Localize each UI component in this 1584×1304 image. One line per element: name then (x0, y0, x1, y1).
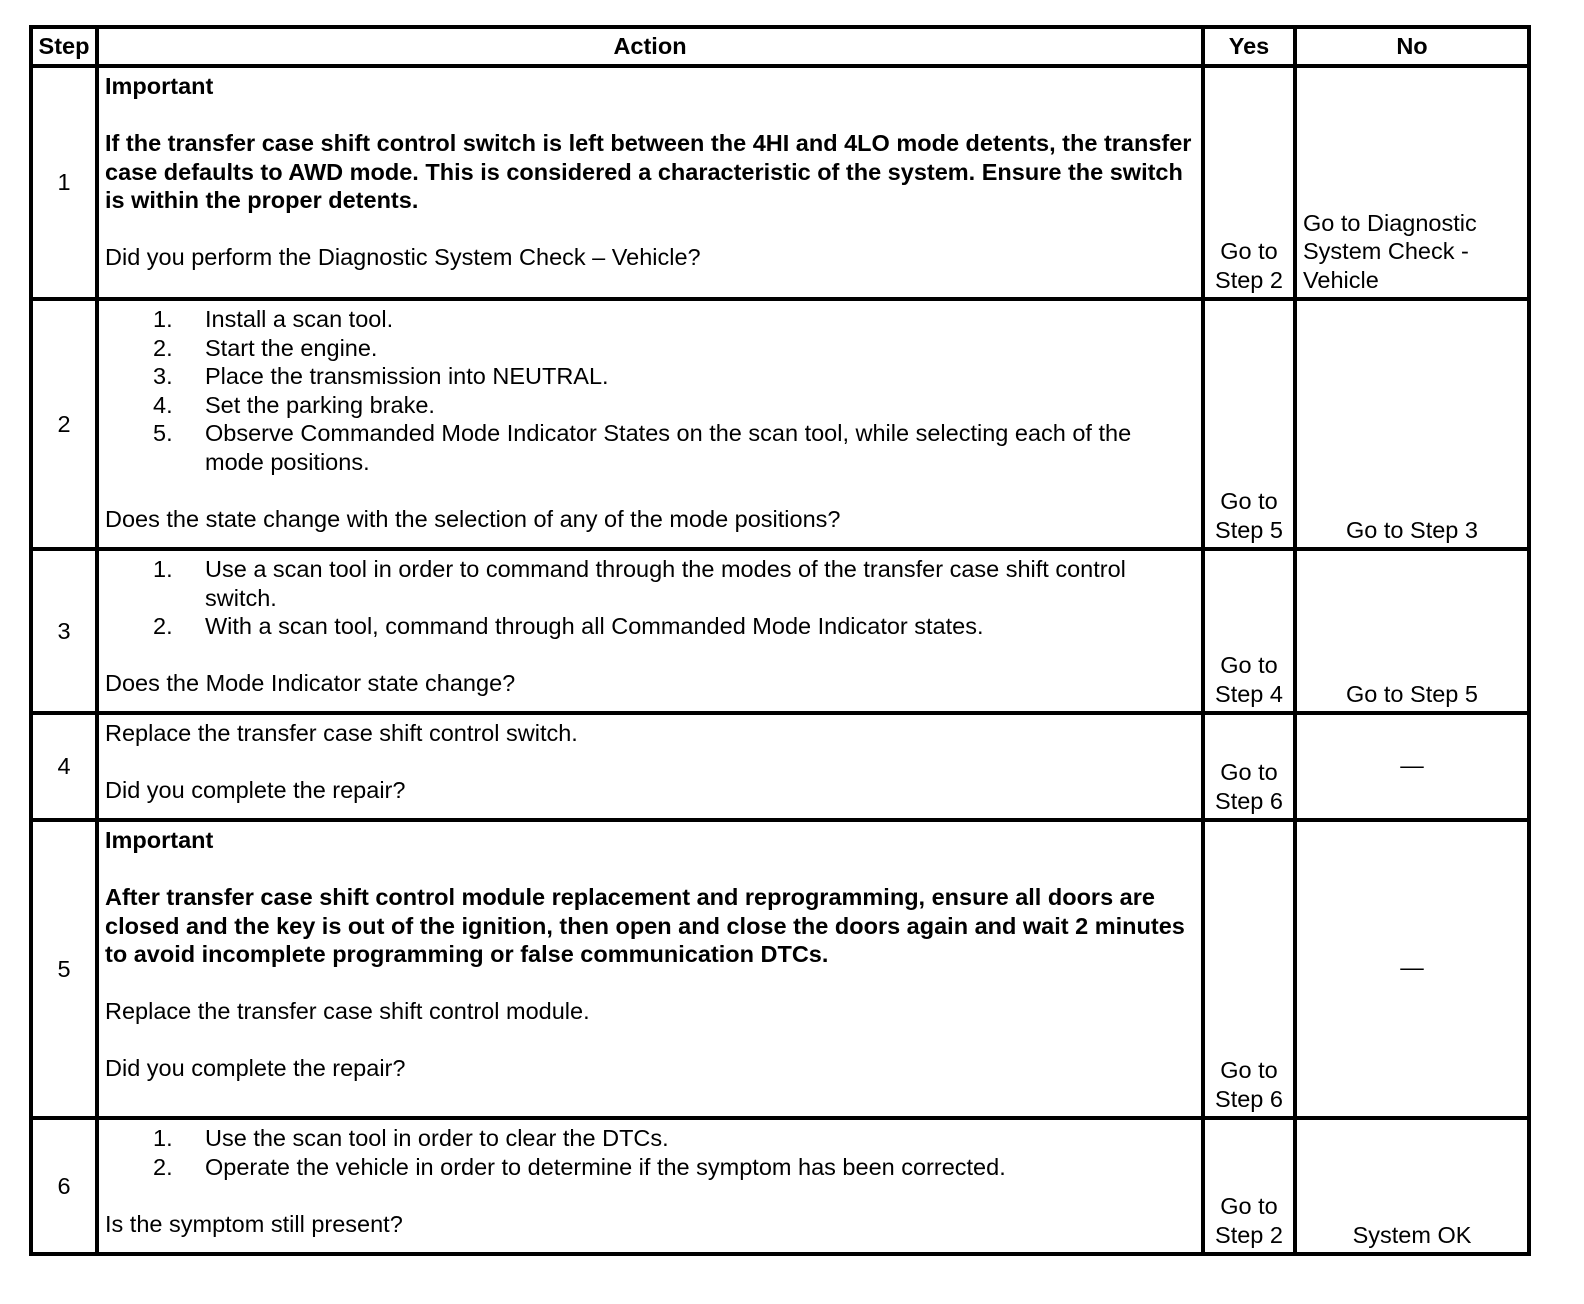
no-cell: — (1295, 713, 1529, 820)
list-item: 2. Start the engine. (153, 334, 378, 361)
important-label: Important (105, 73, 214, 99)
question: Did you complete the repair? (105, 1055, 406, 1081)
list-item: 1. Use the scan tool in order to clear the DTCs. (153, 1125, 669, 1151)
list-item: 3. Place the transmission into NEUTRAL. (153, 363, 609, 389)
header-step: Step (31, 27, 97, 66)
yes-cell: Go to Step 6 (1203, 820, 1295, 1118)
list-item: 2. Operate the vehicle in order to determine if the symptom has been corrected. (153, 1153, 1006, 1180)
question: Did you complete the repair? (105, 777, 406, 803)
action-cell (97, 713, 1203, 820)
yes-cell: Go to Step 6 (1203, 713, 1295, 820)
table-row (31, 820, 1529, 1118)
question: Did you perform the Diagnostic System Check – Vehicle? (105, 244, 701, 270)
table-row (31, 299, 1529, 549)
no-cell: — (1295, 820, 1529, 1118)
no-cell: System OK (1295, 1118, 1529, 1254)
header-row (31, 27, 1529, 66)
table-row (31, 713, 1529, 820)
header-action: Action (97, 27, 1203, 66)
question: Is the symptom still present? (105, 1210, 403, 1237)
action-cell (97, 820, 1203, 1118)
header-yes: Yes (1203, 27, 1295, 66)
action-text: Replace the transfer case shift control module. (105, 998, 590, 1024)
action-cell (97, 1118, 1203, 1254)
question: Does the Mode Indicator state change? (105, 670, 516, 696)
step-number: 1 (31, 66, 97, 299)
table-row (31, 549, 1529, 713)
table-row (31, 1118, 1529, 1254)
yes-cell: Go to Step 4 (1203, 549, 1295, 713)
action-cell (97, 549, 1203, 713)
list-item: 4. Set the parking brake. (153, 391, 435, 418)
step-number: 2 (31, 299, 97, 549)
yes-cell: Go to Step 2 (1203, 1118, 1295, 1254)
no-cell: Go to Diagnostic System Check - Vehicle (1295, 66, 1529, 299)
table-row (31, 66, 1529, 299)
list-item: 2. With a scan tool, command through all Commanded Mode Indicator states. (153, 613, 984, 639)
step-number: 3 (31, 549, 97, 713)
list-item: 5. Observe Commanded Mode Indicator States on the scan tool, while selecting each of the mode positions. (153, 420, 1132, 475)
list-item: 1. Use a scan tool in order to command through the modes of the transfer case shift control switch. (153, 556, 1126, 611)
no-cell: Go to Step 3 (1295, 299, 1529, 549)
step-number: 4 (31, 713, 97, 820)
action-cell (97, 299, 1203, 549)
action-cell (97, 66, 1203, 299)
step-number: 6 (31, 1118, 97, 1254)
action-steps (105, 305, 1195, 476)
action-steps (105, 555, 1195, 641)
important-label: Important (105, 827, 214, 853)
list-item: 1. Install a scan tool. (153, 306, 394, 332)
question: Does the state change with the selection of any of the mode positions? (105, 505, 841, 532)
step-number: 5 (31, 820, 97, 1118)
yes-cell: Go to Step 5 (1203, 299, 1295, 549)
diagnostic-table (29, 25, 1531, 1256)
no-cell: Go to Step 5 (1295, 549, 1529, 713)
action-text: Replace the transfer case shift control switch. (105, 720, 578, 746)
important-note: After transfer case shift control module replacement and reprogramming, ensure all doors are closed and the key is out of the ignition, then open and close the doors again and wait 2 minutes to avoid incomplete programming or false communication DTCs. (105, 884, 1185, 967)
action-steps (105, 1124, 1195, 1181)
header-no: No (1295, 27, 1529, 66)
yes-cell: Go to Step 2 (1203, 66, 1295, 299)
important-note: If the transfer case shift control switch is left between the 4HI and 4LO mode detents, the transfer case defaults to AWD mode. This is considered a characteristic of the system. Ensure the switch is within the proper detents. (105, 130, 1192, 213)
